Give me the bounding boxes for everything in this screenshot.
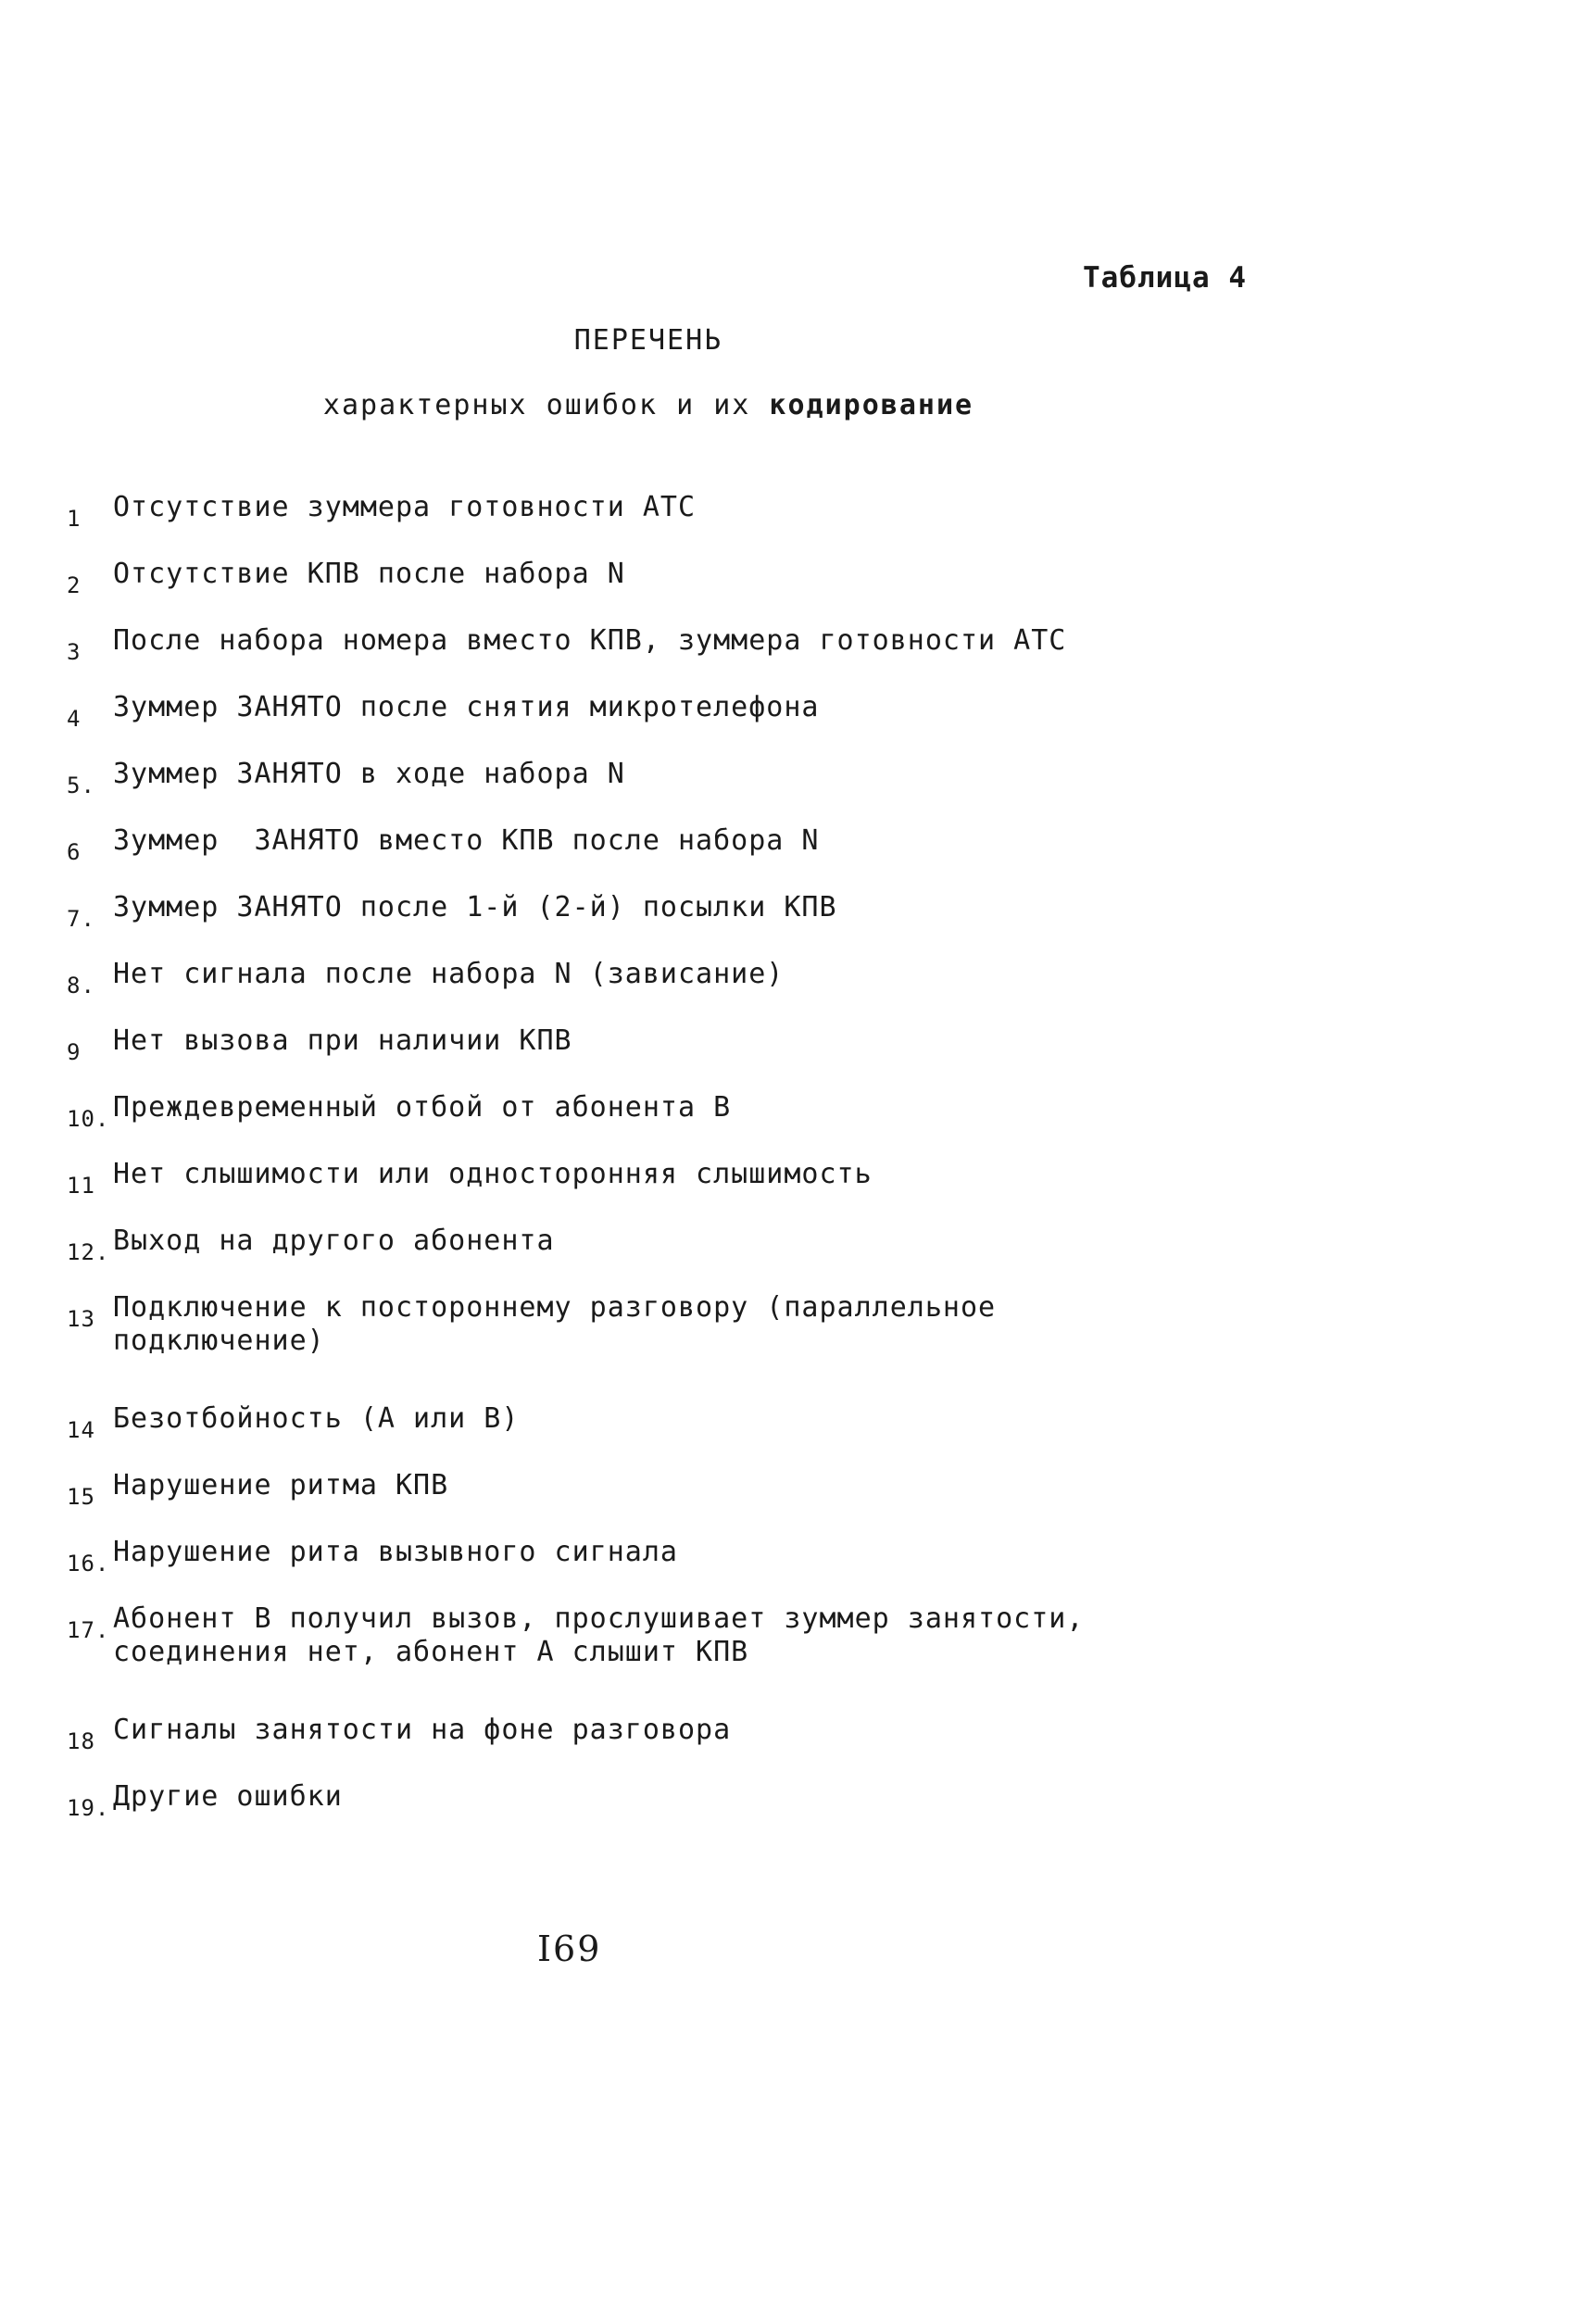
- list-item-text: Безотбойность (А или В): [113, 1402, 520, 1435]
- list-item-text: Подключение к постороннему разговору (параллельное подключение): [113, 1291, 1014, 1357]
- list-item-text: Выход на другого абонента: [113, 1225, 555, 1257]
- list-item: [67, 1225, 1215, 1269]
- list-item: [67, 1291, 1215, 1358]
- subtitle-text: характерных ошибок и их: [322, 389, 770, 421]
- list-item-number: 2: [67, 572, 82, 598]
- list-item: [67, 1091, 1215, 1136]
- list-item: [67, 1469, 1215, 1514]
- list-item-number: 5.: [67, 773, 95, 798]
- list-title: ПЕРЕЧЕНЬ: [573, 324, 723, 357]
- list-item-number: 7.: [67, 906, 95, 932]
- list-item: [67, 824, 1215, 869]
- list-item-number: 17.: [67, 1617, 110, 1643]
- list-item-text: Зуммер ЗАНЯТО после 1-й (2-й) посылки КПВ: [113, 891, 837, 923]
- list-item-text: Зуммер ЗАНЯТО вместо КПВ после набора N: [113, 824, 820, 857]
- list-item: [67, 1024, 1215, 1069]
- list-item: [67, 624, 1215, 669]
- list-item-number: 1: [67, 506, 82, 532]
- list-item-text: Сигналы занятости на фоне разговора: [113, 1714, 732, 1746]
- list-item: [67, 691, 1215, 735]
- list-item-text: Абонент В получил вызов, прослушивает зуммер занятости, соединения нет, абонент А слышит КПВ: [113, 1602, 1102, 1668]
- list-item: [67, 891, 1215, 936]
- list-item: [67, 1158, 1215, 1202]
- list-item-number: 18: [67, 1728, 95, 1754]
- list-item-number: 11: [67, 1173, 95, 1199]
- list-item-number: 16.: [67, 1551, 110, 1577]
- table-label: Таблица 4: [1083, 261, 1247, 295]
- list-item-text: Зуммер ЗАНЯТО после снятия микротелефона: [113, 691, 820, 723]
- list-item-text: Преждевременный отбой от абонента В: [113, 1091, 732, 1124]
- list-item: [67, 958, 1215, 1002]
- list-item: [67, 558, 1215, 602]
- subtitle-text-bold: кодирование: [769, 389, 974, 421]
- list-subtitle: [0, 389, 1297, 421]
- list-item-number: 13: [67, 1306, 95, 1332]
- list-item-number: 19.: [67, 1795, 110, 1821]
- list-item-text: Нарушение рита вызывного сигнала: [113, 1536, 678, 1568]
- list-item-number: 10.: [67, 1106, 110, 1132]
- list-item-number: 6: [67, 839, 82, 865]
- list-item-text: Нет сигнала после набора N (зависание): [113, 958, 785, 990]
- list-item-text: После набора номера вместо КПВ, зуммера готовности АТС: [113, 624, 1067, 657]
- list-item-text: Отсутствие КПВ после набора N: [113, 558, 625, 590]
- list-item-text: Нет вызова при наличии КПВ: [113, 1024, 572, 1057]
- list-item-number: 14: [67, 1417, 95, 1443]
- list-item-number: 3: [67, 639, 82, 665]
- list-item-text: Отсутствие зуммера готовности АТС: [113, 491, 697, 523]
- list-item-text: Зуммер ЗАНЯТО в ходе набора N: [113, 758, 625, 790]
- list-item: [67, 1780, 1215, 1825]
- list-item-text: Нарушение ритма КПВ: [113, 1469, 449, 1501]
- list-item: [67, 1402, 1215, 1447]
- list-item-number: 4: [67, 706, 82, 732]
- page-number: I69: [537, 1928, 602, 1969]
- list-item: [67, 1536, 1215, 1580]
- list-item: [67, 1602, 1215, 1669]
- list-item-number: 9: [67, 1039, 82, 1065]
- list-item-number: 12.: [67, 1239, 110, 1265]
- list-item-text: Другие ошибки: [113, 1780, 343, 1813]
- list-item: [67, 1714, 1215, 1758]
- list-item-text: Нет слышимости или односторонняя слышимость: [113, 1158, 873, 1190]
- list-item: [67, 758, 1215, 802]
- list-item-number: 15: [67, 1484, 95, 1510]
- list-item: [67, 491, 1215, 535]
- list-item-number: 8.: [67, 973, 95, 999]
